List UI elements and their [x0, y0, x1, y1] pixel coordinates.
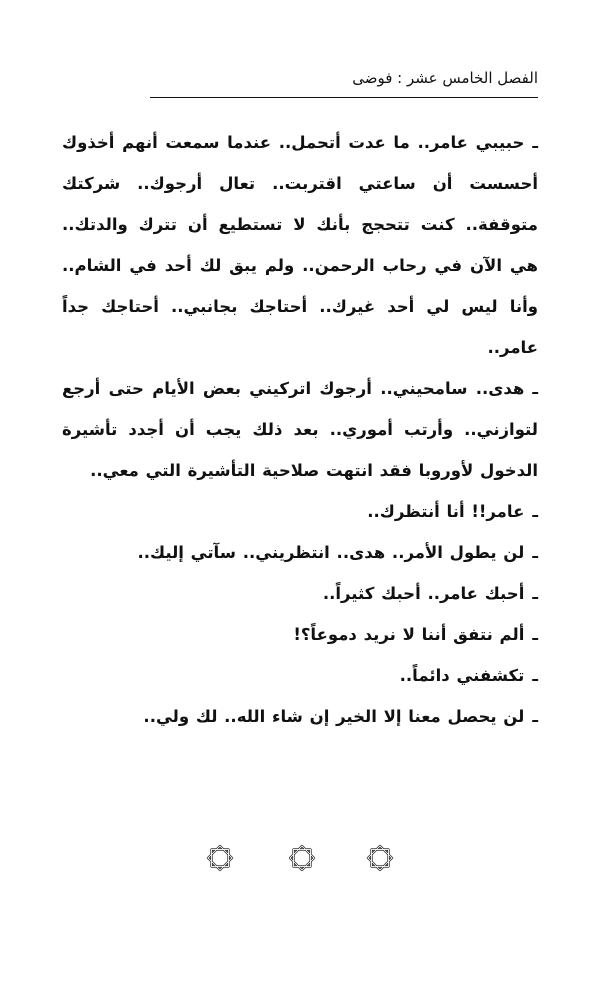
- octagram-ornament-icon: [364, 842, 396, 874]
- dialogue-dash: ـ: [532, 666, 538, 685]
- dialogue-text: [62, 122, 538, 737]
- dialogue-line-7: [62, 655, 538, 696]
- dialogue-line-8: [62, 696, 538, 737]
- dialogue-line-6: [62, 614, 538, 655]
- dialogue-line-4: [62, 532, 538, 573]
- dialogue-line-text: لن يحصل معنا إلا الخير إن شاء الله.. لك ولي..: [143, 707, 525, 726]
- octagram-ornament-icon: [204, 842, 236, 874]
- dialogue-line-2: [62, 368, 538, 491]
- dialogue-dash: ـ: [532, 133, 538, 152]
- dialogue-line-text: لن يطول الأمر.. هدى.. انتظريني.. سآتي إليك..: [137, 543, 525, 562]
- dialogue-line-text: ألم نتفق أننا لا نريد دموعاً؟!: [293, 625, 525, 644]
- dialogue-dash: ـ: [532, 502, 538, 521]
- dialogue-dash: ـ: [532, 584, 538, 603]
- dialogue-line-text: تكشفني دائماً..: [399, 666, 525, 685]
- dialogue-line-text: حبيبي عامر.. ما عدت أتحمل.. عندما سمعت أنهم أخذوك أحسست أن ساعتي اقتربت.. تعال أرجوك.. شركتك متوقفة.. كنت تتحجج بأنك لا تستطيع أن تترك والدتك.. هي الآن في رحاب الرحمن.. ولم يبق لك أحد في الشام.. وأنا ليس لي أحد غيرك.. أحتاجك بجانبي.. أحتاجك جداً عامر..: [62, 133, 538, 357]
- octagram-ornament-icon: [286, 842, 318, 874]
- dialogue-dash: ـ: [532, 707, 538, 726]
- dialogue-dash: ـ: [532, 379, 538, 398]
- dialogue-line-text: أحبك عامر.. أحبك كثيراً..: [322, 584, 525, 603]
- dialogue-line-text: عامر!! أنا أنتظرك..: [367, 502, 525, 521]
- header-rule: [150, 97, 538, 98]
- chapter-title: الفصل الخامس عشر : فوضى: [352, 69, 538, 87]
- dialogue-line-3: [62, 491, 538, 532]
- dialogue-dash: ـ: [532, 543, 538, 562]
- section-break-ornaments: [0, 842, 602, 878]
- dialogue-dash: ـ: [532, 625, 538, 644]
- dialogue-line-5: [62, 573, 538, 614]
- dialogue-line-1: [62, 122, 538, 368]
- running-header: [352, 68, 538, 88]
- dialogue-line-text: هدى.. سامحيني.. أرجوك اتركيني بعض الأيام حتى أرجع لتوازني.. وأرتب أموري.. بعد ذلك يجب أن أجدد تأشيرة الدخول لأوروبا فقد انتهت صلاحية التأشيرة التي معي..: [62, 379, 538, 480]
